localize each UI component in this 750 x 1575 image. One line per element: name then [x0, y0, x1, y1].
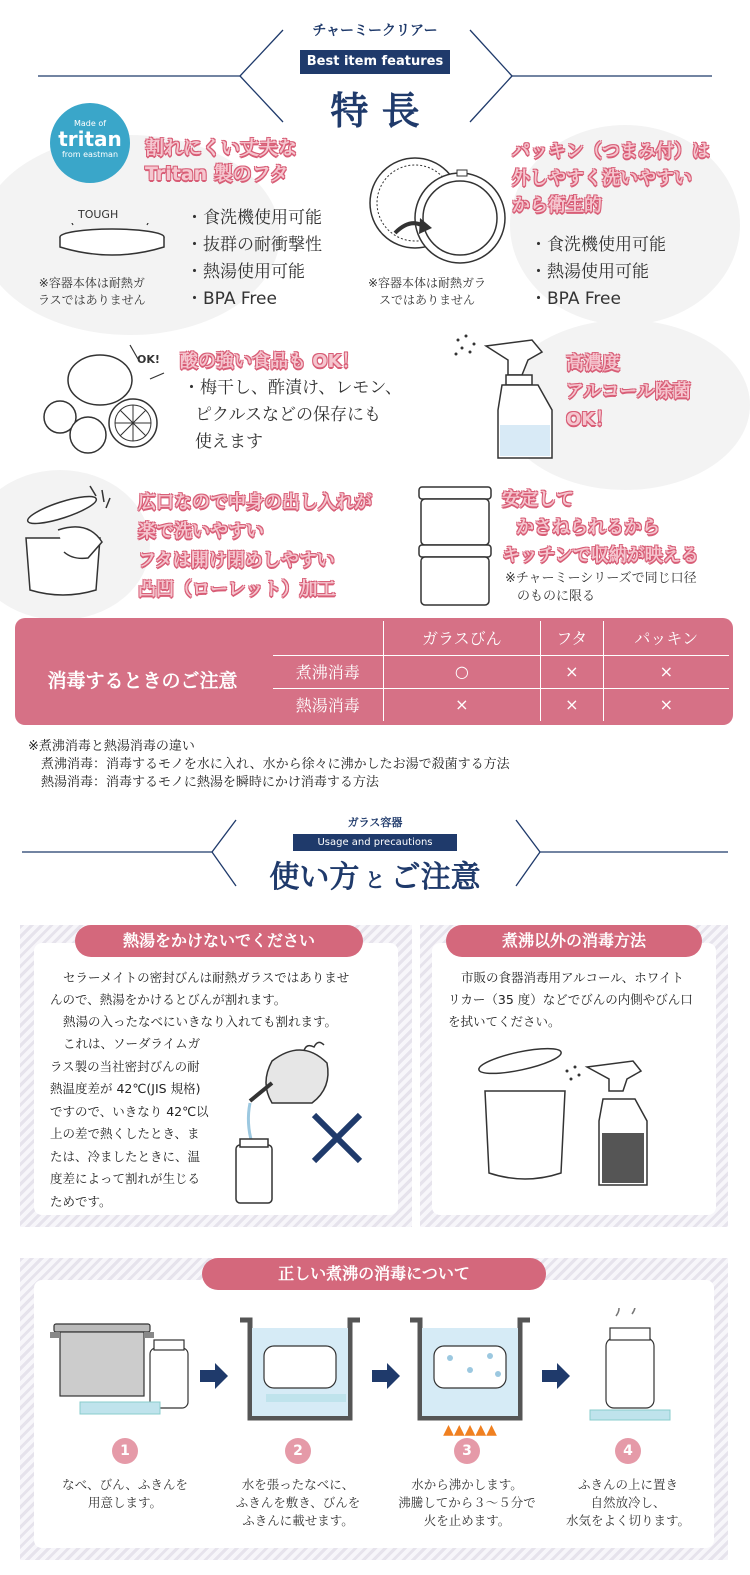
feature6-note-line1: ※チャーミーシリーズで同じ口径	[505, 571, 697, 586]
feature2-heading	[512, 138, 710, 219]
boiling-step-3	[387, 1438, 547, 1530]
para3-line: 上の差で熱くしたとき、ま	[50, 1126, 200, 1141]
para3-line: たは、冷ましたときに、温	[50, 1148, 201, 1164]
step-caption-line: 水気をよく切ります。	[565, 1513, 690, 1528]
feature1-note-line2: ラスではありません	[38, 293, 146, 307]
step-caption	[50, 1476, 200, 1512]
feature2-heading-line1: パッキン（つまみ付）は	[512, 141, 710, 162]
boiling-section	[20, 1258, 728, 1560]
usage-title-part2: ご注意	[390, 860, 481, 895]
feature-wide-mouth	[0, 470, 420, 610]
feature6-line: キッチンで収納が映える	[502, 545, 699, 566]
card-other-method-text	[448, 967, 693, 1033]
lemon-umeboshi-icon	[38, 335, 183, 465]
step-caption	[548, 1476, 708, 1530]
feature1-heading-line1: 割れにくい丈夫な	[145, 137, 298, 159]
feature3-body-line3: 使えます	[195, 432, 263, 452]
ok-label: OK!	[137, 353, 160, 366]
features-tag: Best item features	[300, 50, 450, 74]
step-caption-line: 用意します。	[87, 1495, 162, 1510]
step-caption-line: 火を止めます。	[423, 1513, 511, 1528]
feature1-heading-line2: Tritan 製のフタ	[145, 163, 289, 185]
alcohol-wipe-icon	[465, 1033, 705, 1203]
other-line1: 市販の食器消毒用アルコール、ホワイト	[461, 970, 684, 985]
feature6-note-line2: のものに限る	[517, 589, 596, 604]
sterilization-notes-line2: 熱湯消毒：消毒するモノに熱湯を瞬時にかけ消毒する方法	[41, 775, 379, 790]
sterilization-table	[273, 621, 729, 721]
step-number: 4	[615, 1438, 641, 1464]
feature1-note	[38, 275, 146, 309]
feature-tritan-lid	[0, 95, 375, 320]
feature5-text	[138, 488, 372, 604]
sterilization-notes	[28, 738, 510, 792]
feature2-note-line2: スではありません	[379, 293, 476, 307]
boiling-steps-illustration	[50, 1308, 700, 1438]
feature3-body-line1: ・梅干し、酢漬け、レモン、	[183, 378, 402, 398]
open-jar-icon	[18, 480, 138, 600]
feature2-bullet: ・食洗機使用可能	[530, 235, 666, 255]
feature5-line: フタは開け閉めしやすい	[138, 550, 335, 571]
step-number: 3	[454, 1438, 480, 1464]
step-caption-line: ふきんに載せます。	[242, 1513, 354, 1528]
table-cell: ×	[541, 655, 603, 688]
boiling-step-2	[218, 1438, 378, 1530]
card-hot-water	[20, 925, 412, 1227]
step-caption-line: ふきんを敷き、びんを	[235, 1495, 361, 1510]
svg-text:▲▲▲▲▲: ▲▲▲▲▲	[443, 1422, 497, 1438]
para1-line2: んので、熱湯をかけるとびんが割れます。	[50, 992, 287, 1007]
table-row-label: 煮沸消毒	[273, 655, 383, 688]
feature6-text	[502, 486, 699, 570]
tritan-logo-madeof: Made of	[73, 119, 107, 128]
feature6-line: 安定して	[502, 489, 574, 510]
feature-alcohol	[440, 320, 750, 470]
card-hot-water-title: 熱湯をかけないでください	[75, 925, 363, 957]
feature6-line: かさねられるから	[516, 517, 660, 538]
card-hot-water-intro	[50, 967, 349, 1033]
feature4-line3: OK！	[566, 409, 614, 430]
step-caption-line: なべ、びん、ふきんを	[62, 1477, 188, 1492]
usage-tag: Usage and precautions	[293, 834, 457, 851]
sterilization-table-title: 消毒するときのご注意	[47, 670, 238, 692]
feature4-line2: アルコール除菌	[566, 381, 691, 402]
step-caption	[387, 1476, 547, 1530]
usage-title-part1: 使い方	[269, 860, 360, 895]
other-line2: リカー（35 度）などでびんの内側やびん口	[448, 992, 693, 1007]
tritan-logo-brand: tritan	[58, 127, 122, 151]
usage-title	[240, 852, 510, 896]
feature4-line1: 高濃度	[566, 353, 620, 374]
feature3-body-line2: ピクルスなどの保存にも	[195, 405, 381, 425]
spray-bottle-icon	[452, 330, 572, 470]
other-line3: を拭いてください。	[448, 1014, 561, 1029]
table-cell: ×	[603, 655, 729, 688]
table-corner	[273, 621, 383, 655]
step-number: 1	[112, 1438, 138, 1464]
sterilization-notes-line1: 煮沸消毒：消毒するモノを水に入れ、水から徐々に沸かしたお湯で殺菌する方法	[41, 757, 510, 772]
feature-acid-food	[0, 325, 420, 465]
step-caption-line: ふきんの上に置き	[577, 1477, 678, 1492]
feature1-bullet: ・抜群の耐衝撃性	[186, 235, 322, 255]
boiling-section-title: 正しい煮沸の消毒について	[202, 1258, 546, 1290]
tough-label: TOUGH	[78, 208, 119, 221]
para3-line: 熱温度差が 42℃(JIS 規格)	[50, 1081, 201, 1096]
boiling-step-4	[548, 1438, 708, 1530]
features-title: 特 長	[330, 89, 420, 133]
table-cell: ×	[603, 688, 729, 721]
feature2-bullets	[530, 232, 666, 313]
feature1-bullet: ・熱湯使用可能	[186, 262, 305, 282]
para3-line: これは、ソーダライムガ	[63, 1036, 201, 1051]
usage-header	[0, 810, 750, 900]
step-caption-line: 水から沸かします。	[411, 1477, 523, 1492]
feature5-line: 広口なので中身の出し入れが	[138, 492, 372, 513]
tritan-logo	[50, 103, 130, 183]
usage-title-conj: と	[365, 868, 385, 892]
feature1-heading	[145, 135, 297, 187]
packing-icon	[365, 148, 515, 268]
feature3-heading: 酸の強い食品も OK！	[180, 351, 360, 372]
pot-icon	[50, 1324, 154, 1396]
para1-line1: セラーメイトの密封びんは耐熱ガラスではありませ	[63, 970, 350, 985]
feature5-line: 凸凹（ローレット）加工	[138, 579, 336, 600]
table-col-header: フタ	[541, 621, 603, 655]
boiling-step-1	[50, 1438, 200, 1512]
stacked-jars-icon	[413, 483, 498, 613]
para2: 熱湯の入ったなべにいきなり入れても割れます。	[63, 1014, 338, 1029]
feature2-bullet: ・BPA Free	[530, 289, 621, 309]
kettle-pour-icon	[232, 1033, 392, 1208]
card-hot-water-reason	[50, 1033, 240, 1213]
para3-line: 度差によって割れが生じる	[50, 1171, 201, 1186]
feature1-bullet: ・BPA Free	[186, 289, 277, 309]
table-col-header: パッキン	[603, 621, 729, 655]
feature-stackable	[405, 478, 750, 613]
usage-subtitle: ガラス容器	[347, 816, 403, 829]
table-cell: ○	[383, 655, 541, 688]
table-cell: ×	[383, 688, 541, 721]
feature2-bullet: ・熱湯使用可能	[530, 262, 649, 282]
step-number: 2	[285, 1438, 311, 1464]
step-caption	[218, 1476, 378, 1530]
feature2-note-line1: ※容器本体は耐熱ガラ	[368, 276, 487, 290]
feature2-note	[368, 275, 486, 309]
feature5-line: 楽で洗いやすい	[138, 521, 264, 542]
tritan-logo-from: from eastman	[61, 150, 119, 159]
step-caption-line: 自然放冷し、	[590, 1495, 666, 1510]
feature3-body	[183, 375, 402, 456]
para3-line: ラス製の当社密封びんの耐	[50, 1058, 200, 1074]
feature2-heading-line3: から衛生的	[512, 195, 602, 216]
card-other-method	[420, 925, 728, 1227]
table-row-label: 熱湯消毒	[273, 688, 383, 721]
feature1-note-line1: ※容器本体は耐熱ガ	[38, 276, 145, 290]
feature2-heading-line2: 外しやすく洗いやすい	[512, 168, 692, 189]
feature1-bullets	[186, 205, 322, 313]
feature6-note	[505, 570, 697, 606]
para3-line: ためです。	[50, 1193, 112, 1209]
card-other-method-title: 煮沸以外の消毒方法	[446, 925, 702, 957]
para3-line: ですので、いきなり 42℃以	[50, 1103, 209, 1119]
table-cell: ×	[541, 688, 603, 721]
table-col-header: ガラスびん	[383, 621, 541, 655]
feature1-bullet: ・食洗機使用可能	[186, 208, 322, 228]
lid-icon	[55, 223, 170, 263]
step-caption-line: 沸騰してから３～５分で	[398, 1495, 536, 1510]
feature4-text	[566, 350, 691, 434]
features-subtitle: チャーミークリアー	[312, 23, 438, 39]
step-caption-line: 水を張ったなべに、	[241, 1477, 355, 1492]
feature-packing	[360, 130, 750, 320]
sterilization-notes-title: ※煮沸消毒と熱湯消毒の違い	[28, 739, 195, 754]
sterilization-table-panel	[15, 618, 733, 725]
